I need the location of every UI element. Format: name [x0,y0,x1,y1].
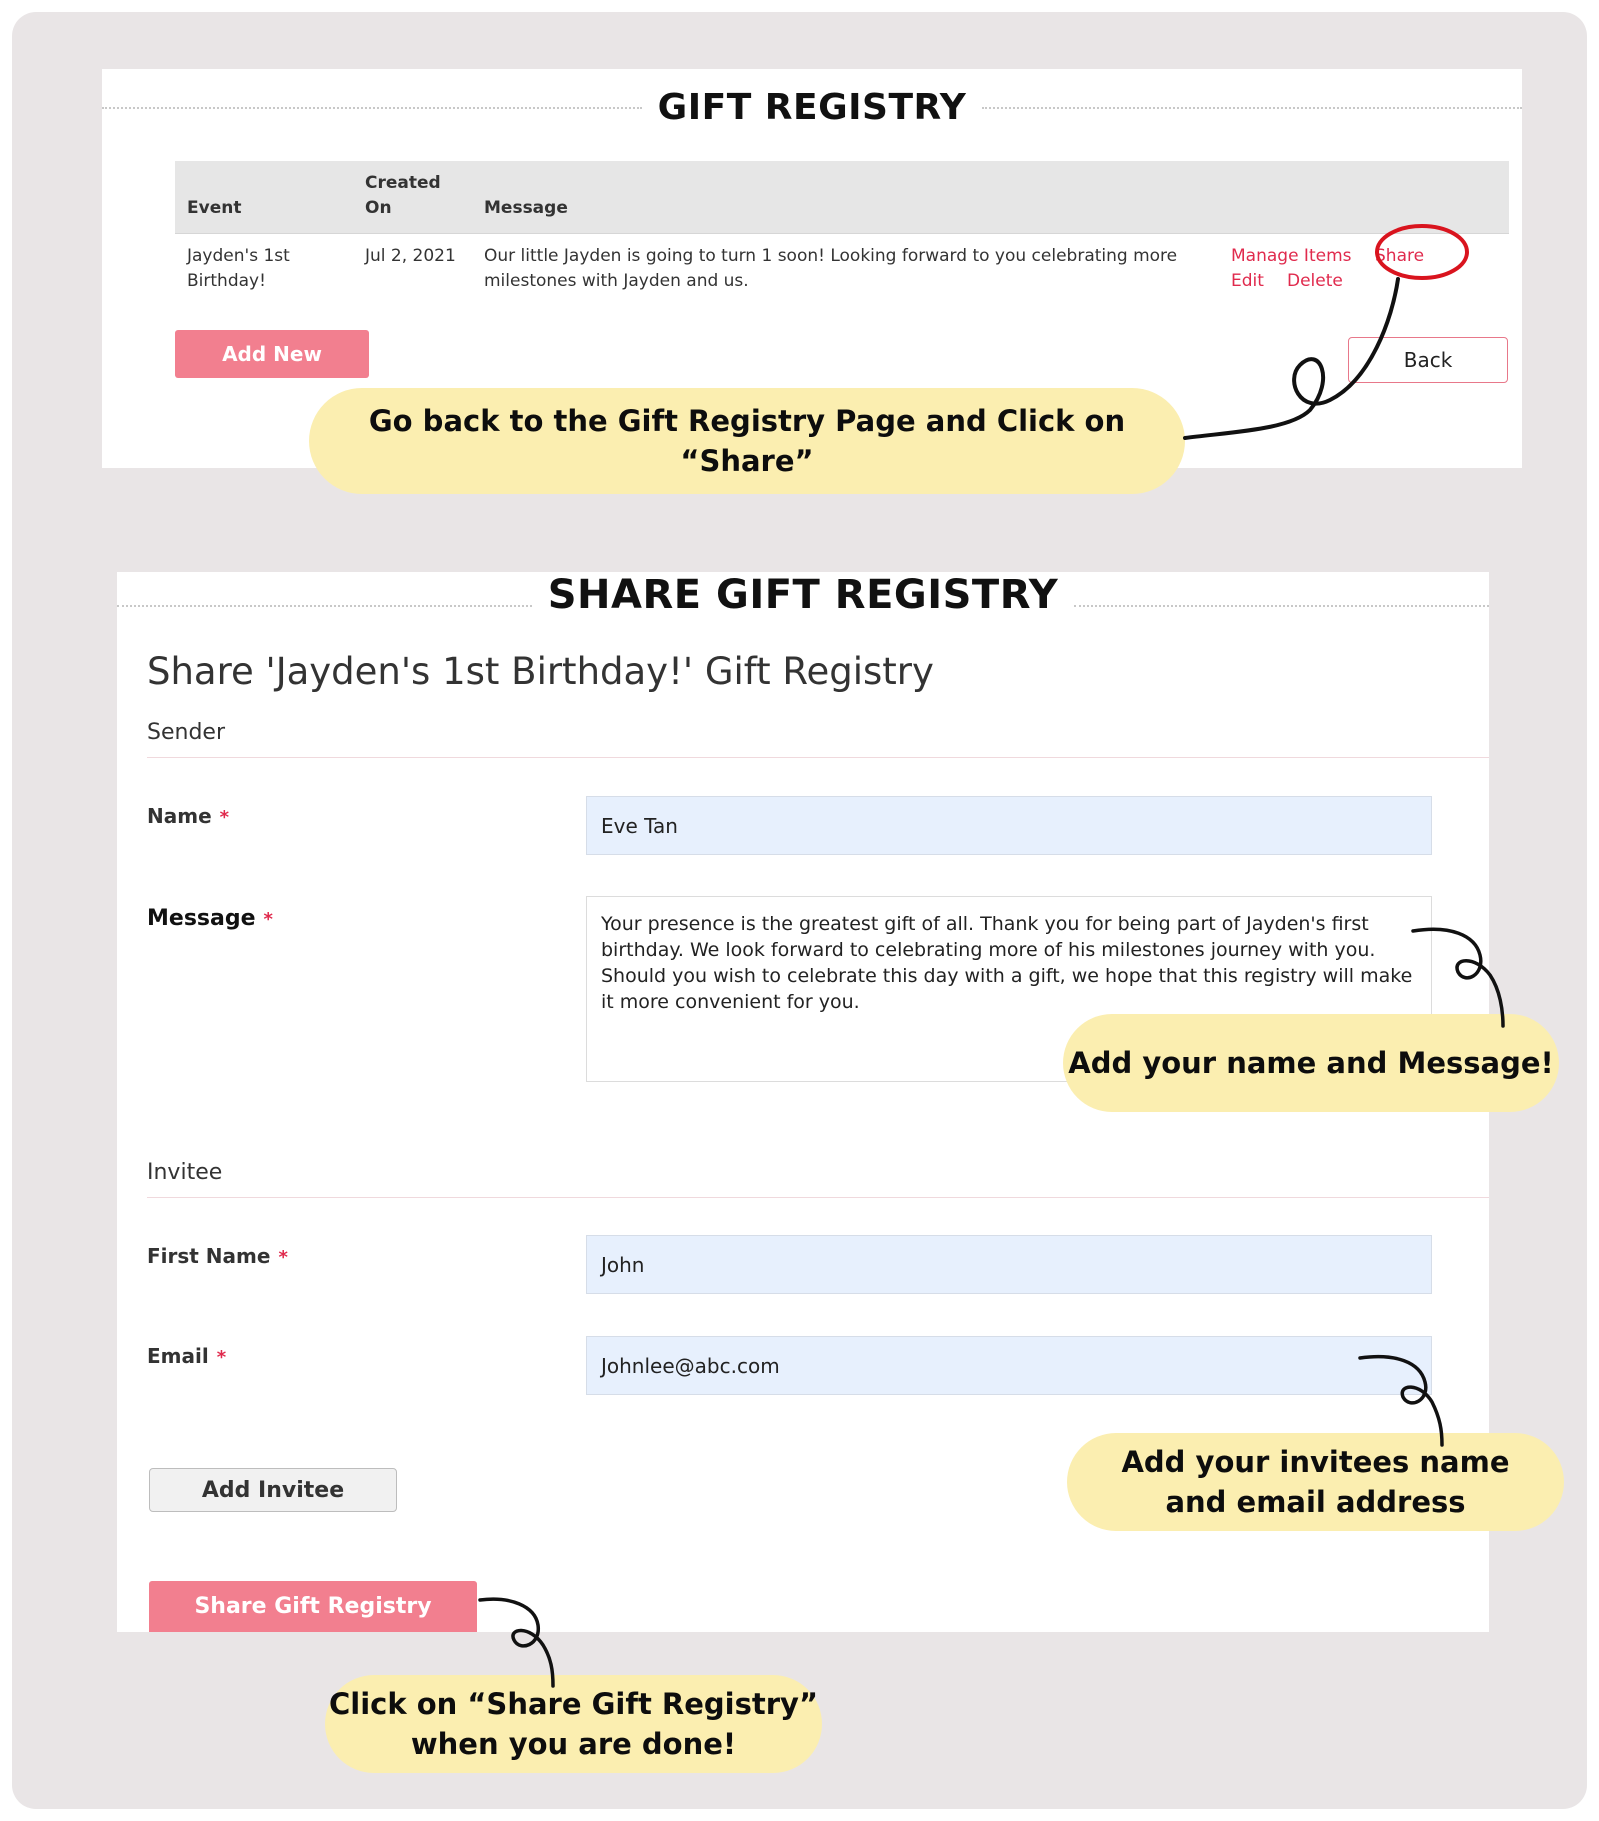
callout-add-invitees-line1: Add your invitees name [1121,1445,1510,1479]
first-name-label-text: First Name [147,1244,271,1268]
message-line2: milestones with Jayden and us. [484,271,749,291]
title-rule-left [102,107,642,109]
event-cell [187,244,290,294]
header-event: Event [187,198,242,218]
invitee-heading: Invitee [147,1160,223,1185]
message-cell [484,244,1177,294]
first-name-label [147,1244,288,1268]
sender-heading: Sender [147,720,225,745]
callout-add-invitees-line2: and email address [1165,1485,1466,1519]
back-button[interactable]: Back [1348,337,1508,383]
email-input[interactable]: Johnlee@abc.com [586,1336,1432,1395]
first-name-input[interactable]: John [586,1235,1432,1294]
callout-add-name-message: Add your name and Message! [1063,1014,1559,1112]
invitee-divider [147,1197,1489,1198]
created-on-cell: Jul 2, 2021 [365,246,456,266]
email-label-text: Email [147,1344,209,1368]
table-row [175,234,1509,302]
header-message: Message [484,198,568,218]
share-registry-title-bar [117,572,1489,618]
share-gift-registry-button[interactable]: Share Gift Registry [149,1581,477,1632]
callout-click-share [325,1675,822,1773]
title-rule-right [982,107,1522,109]
callout-add-invitees [1067,1433,1564,1531]
callout-click-share-line1: Click on “Share Gift Registry” [328,1687,819,1721]
delete-link[interactable]: Delete [1287,271,1343,291]
sender-name-input[interactable]: Eve Tan [586,796,1432,855]
callout-click-share-line2: when you are done! [410,1727,737,1761]
manage-items-link[interactable]: Manage Items [1231,246,1352,266]
edit-link[interactable]: Edit [1231,271,1264,291]
share-registry-title: SHARE GIFT REGISTRY [547,572,1059,618]
callout-go-back: Go back to the Gift Registry Page and Click on “Share” [309,388,1185,494]
required-marker: * [278,1247,288,1268]
add-new-button[interactable]: Add New [175,330,369,378]
required-marker: * [219,807,230,828]
name-label [147,804,229,828]
registry-table [175,161,1509,302]
email-label [147,1344,226,1368]
gift-registry-title: GIFT REGISTRY [657,87,967,128]
message-line1: Our little Jayden is going to turn 1 soon! Looking forward to you celebrating more [484,246,1178,266]
page-subheading: Share 'Jayden's 1st Birthday!' Gift Registry [147,650,934,693]
gift-registry-title-bar [102,87,1522,128]
event-name-line1: Jayden's 1st [187,246,290,266]
header-created-on-line1: Created [365,173,441,193]
registry-table-header [175,161,1509,234]
message-label [147,906,273,931]
title-rule-left [117,605,532,607]
event-name-line2: Birthday! [187,271,266,291]
name-label-text: Name [147,804,212,828]
header-created-on-line2: On [365,198,392,218]
share-link[interactable]: Share [1375,246,1425,266]
message-label-text: Message [147,906,256,931]
message-textarea[interactable]: Your presence is the greatest gift of all. Thank you for being part of Jayden's first birthday. We look forward to celebrating more of his milestones journey with you. Should you wish to celebrate this day with a gift, we hope that this registry will make it more convenient for you. [586,896,1432,1082]
title-rule-right [1074,605,1489,607]
header-created-on [365,171,441,221]
sender-divider [147,757,1489,758]
required-marker: * [263,909,273,930]
required-marker: * [216,1347,227,1368]
add-invitee-button[interactable]: Add Invitee [149,1468,397,1512]
